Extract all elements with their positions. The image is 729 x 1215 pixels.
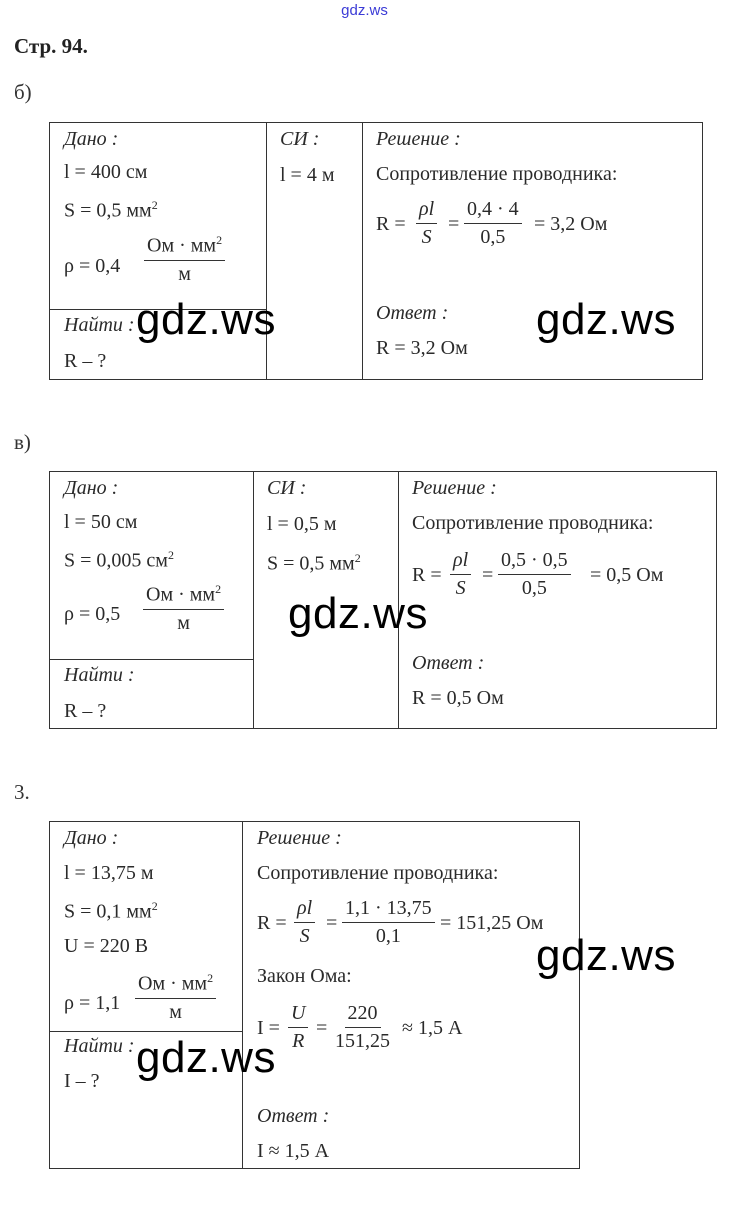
given-resistivity: ρ = 0,4 [64,255,121,277]
given-voltage: U = 220 В [64,935,149,957]
formula-equals: = [448,213,460,235]
formula-fraction: $\frac{1,1 \cdot 13,75}{0,1}$ [342,897,435,948]
watermark: gdz.ws [288,589,428,638]
divider [362,123,363,379]
formula-fraction: $\frac{\rho l}{S}$ [450,549,471,600]
ohm-formula-i: I = [257,1017,280,1039]
given-heading: Дано : [64,827,119,849]
find-value: R – ? [64,700,107,722]
find-heading: Найти : [64,664,135,686]
solution-heading: Решение : [257,827,342,849]
ohm-equals: = [316,1017,328,1039]
find-heading: Найти : [64,1035,135,1057]
resistance-label: Сопротивление проводника: [257,862,499,884]
label-b: б) [14,80,32,104]
find-value: I – ? [64,1070,100,1092]
formula-equals: = [326,912,338,934]
formula-result: = 151,25 Ом [440,912,544,934]
label-3: 3. [14,780,30,804]
formula-r: R = [257,912,287,934]
answer-heading: Ответ : [257,1105,330,1127]
watermark: gdz.ws [536,295,676,344]
formula-r: R = [376,213,406,235]
ohm-fraction: $\frac{220}{151,25}$ [335,1002,390,1052]
formula-fraction: $\frac{\rho l}{S}$ [294,897,315,948]
given-length: l = 400 см [64,161,148,183]
resistivity-unit: Ом · $мм^2$ м [143,583,224,635]
find-value: R – ? [64,350,107,372]
page-title: Стр. 94. [14,34,88,58]
resistivity-unit: Ом · $мм^2$ м [135,972,216,1024]
formula-result: = 3,2 Ом [534,213,608,235]
given-area: S = 0,5 $мм^2$ [64,198,158,222]
formula-fraction: $\frac{0,4 \cdot 4}{0,5}$ [464,198,522,249]
given-area: S = 0,005 $см^2$ [64,548,174,572]
answer-value: I ≈ 1,5 А [257,1140,330,1162]
si-area: S = 0,5 $мм^2$ [267,551,361,575]
resistivity-unit: Ом · $мм^2$ м [144,234,225,286]
resistance-label: Сопротивление проводника: [376,163,618,185]
label-v: в) [14,430,31,454]
table-3 [49,821,580,1169]
si-heading: СИ : [280,128,320,150]
find-heading: Найти : [64,314,135,336]
divider [50,659,253,660]
watermark: gdz.ws [136,1033,276,1082]
answer-value: R = 0,5 Ом [412,687,504,709]
given-length: l = 13,75 м [64,862,154,884]
formula-fraction: $\frac{0,5 \cdot 0,5}{0,5}$ [498,549,571,600]
given-heading: Дано : [64,128,119,150]
given-heading: Дано : [64,477,119,499]
solution-heading: Решение : [412,477,497,499]
answer-value: R = 3,2 Ом [376,337,468,359]
given-resistivity: ρ = 0,5 [64,603,121,625]
watermark: gdz.ws [536,931,676,980]
formula-result: = 0,5 Ом [590,564,664,586]
ohm-result: ≈ 1,5 А [402,1017,463,1039]
answer-heading: Ответ : [376,302,449,324]
ohm-fraction: $\frac{U}{R}$ [288,1002,308,1053]
given-area: S = 0,1 $мм^2$ [64,899,158,923]
formula-equals: = [482,564,494,586]
resistance-label: Сопротивление проводника: [412,512,654,534]
solution-heading: Решение : [376,128,461,150]
divider [253,472,254,728]
site-header[interactable]: gdz.ws [341,2,388,19]
answer-heading: Ответ : [412,652,485,674]
formula-fraction: $\frac{\rho l}{S}$ [416,198,437,249]
watermark: gdz.ws [136,295,276,344]
given-length: l = 50 см [64,511,138,533]
formula-r: R = [412,564,442,586]
si-length: l = 0,5 м [267,513,337,535]
si-length: l = 4 м [280,164,335,186]
ohm-law-label: Закон Ома: [257,965,352,987]
given-resistivity: ρ = 1,1 [64,992,121,1014]
si-heading: СИ : [267,477,307,499]
divider [50,1031,242,1032]
divider [242,822,243,1168]
